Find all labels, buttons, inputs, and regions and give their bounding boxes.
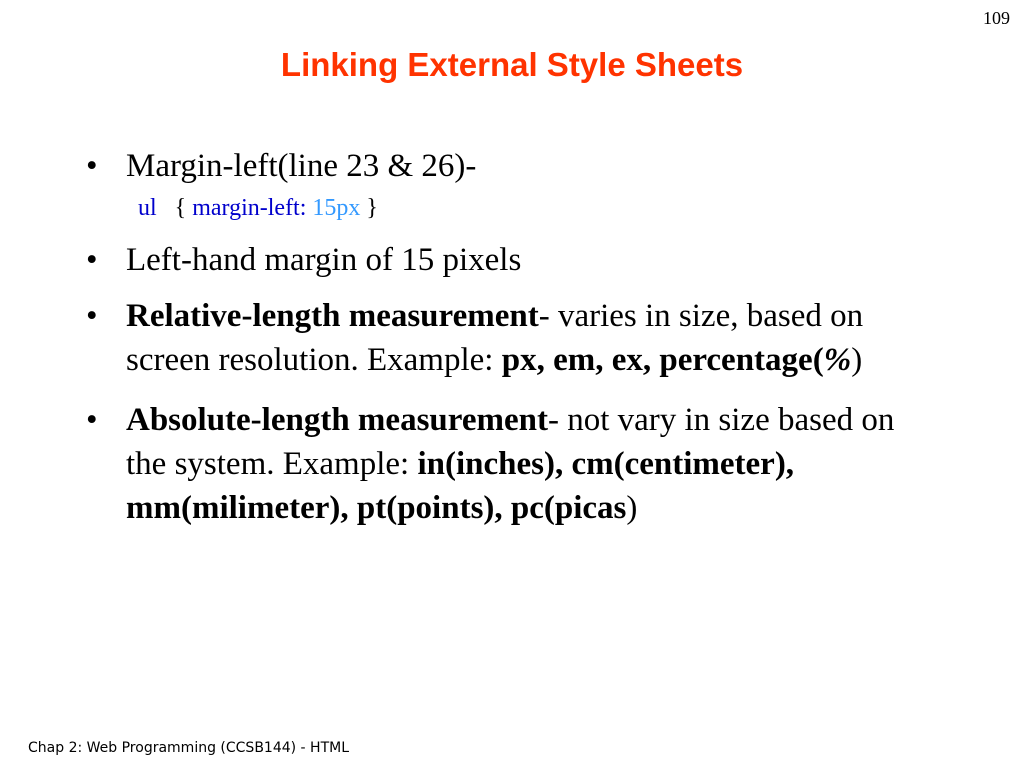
code-open-brace: { [174,195,187,221]
bullet-marker: • [86,242,98,278]
close-paren: ) [626,490,638,526]
percent-symbol: % [823,342,852,378]
close-paren: ) [851,342,863,378]
bullet-text: - varies in size, based on screen resolution. Example: [126,298,864,378]
bullet-item-left-hand-margin [82,238,942,282]
bullet-item-relative-length [82,294,942,382]
bullet-item-absolute-length [82,398,942,530]
bullet-marker: • [86,148,98,184]
code-close-brace: } [366,195,378,221]
bullet-term: Absolute-length measurement [126,402,548,438]
bullet-marker: • [86,402,98,438]
bullet-item-margin-left [82,144,942,226]
slide-footer: Chap 2: Web Programming (CCSB144) - HTML [28,740,350,756]
bullet-marker: • [86,298,98,334]
page-number: 109 [983,8,1010,28]
code-value: 15px [312,195,361,221]
bullet-examples: px, em, ex, percentage( [501,342,824,378]
code-property: margin-left: [192,195,307,221]
bullet-examples: in(inches), cm(centimeter), mm(milimeter), pt(points), pc(picas [126,446,795,526]
bullet-text: - not vary in size based on the system. Example: [126,402,895,482]
code-example [126,190,942,226]
bullet-text: Left-hand margin of 15 pixels [126,242,522,278]
slide-title: Linking External Style Sheets [280,46,744,83]
code-selector: ul [138,195,157,221]
bullet-term: Relative-length measurement [126,298,539,334]
bullet-text: Margin-left(line 23 & 26)- [126,148,477,184]
bullet-list [82,144,942,530]
